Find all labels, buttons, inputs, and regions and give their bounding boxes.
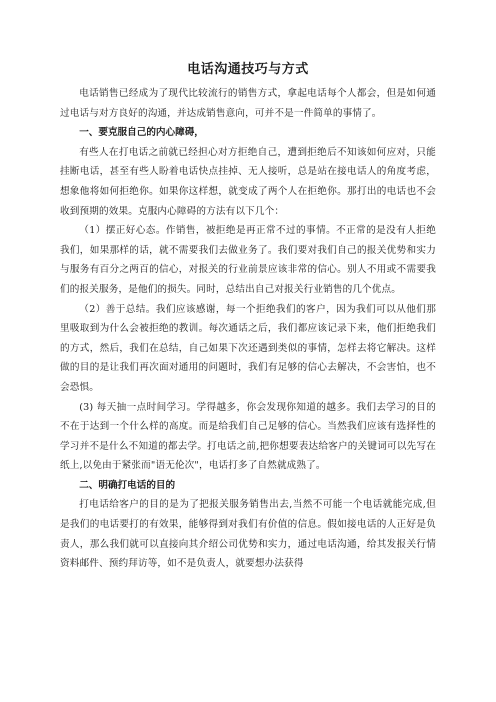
section-2-paragraph: 打电话给客户的目的是为了把报关服务销售出去,当然不可能一个电话就能完成,但是我们的电话要打的有效果，能够得到对我们有价值的信息。假如接电话的人正好是负责人，那么我们就可以直接向其介绍公司优势和实力，通过电话沟通，给其发报关行情资料邮件、预约拜访等，如不是负责人，就要想办法获得	[60, 499, 436, 570]
section-1-paragraph: 有些人在打电话之前就已经担心对方拒绝自己，遭到拒绝后不知该如何应对，只能挂断电话，甚至有些人盼着电话快点挂掉、无人接听，总是站在接电话人的角度考虑，想象他将如何拒绝你。如果你这样想，就变成了两个人在拒绝你。那打出的电话也不会收到预期的效果。克服内心障碍的方法有以下几个：	[60, 146, 436, 217]
document-title: 电话沟通技巧与方式	[187, 62, 309, 77]
intro-paragraph: 电话销售已经成为了现代比较流行的销售方式，拿起电话每个人都会，但是如何通过电话与对方良好的沟通，并达成销售意向，可并不是一件简单的事情了。	[60, 88, 436, 119]
section-2-heading: 二、明确打电话的目的	[79, 479, 176, 491]
section-1-item-1: （1）摆正好心态。作销售，被拒绝是再正常不过的事情。不正常的是没有人拒绝我们，如果那样的话，就不需要我们去做业务了。我们要对我们自己的报关优势和实力与服务有百分之两百的信心，对报关的行业前景应该非常的信心。别人不用或不需要我们的报关服务，是他们的损失。同时，总结出自己对报关行业销售的几个优点。	[60, 225, 436, 295]
section-1-item-3: (3) 每天抽一点时间学习。学得越多，你会发现你知道的越多。我们去学习的目的不在于达到一个什么样的高度。而是给我们自己足够的信心。当然我们应该有选择性的学习并不是什么不知道的都去学。打电话之前,把你想要表达给客户的关键词可以先写在纸上,以免由于紧张而"语无伦次"，电话打多了自然就成熟了。	[60, 401, 436, 472]
section-1-item-2: （2）善于总结。我们应该感谢，每一个拒绝我们的客户，因为我们可以从他们那里吸取到为什么会被拒绝的教训。每次通话之后，我们都应该记录下来，他们拒绝我们的方式，然后，我们在总结，自己如果下次还遇到类似的事情，怎样去将它解决。这样做的目的是让我们再次面对通用的问题时，我们有足够的信心去解决，不会害怕，也不会恐惧。	[60, 303, 436, 393]
section-1-heading: 一、要克服自己的内心障碍，	[79, 127, 204, 139]
document-page	[60, 60, 436, 574]
